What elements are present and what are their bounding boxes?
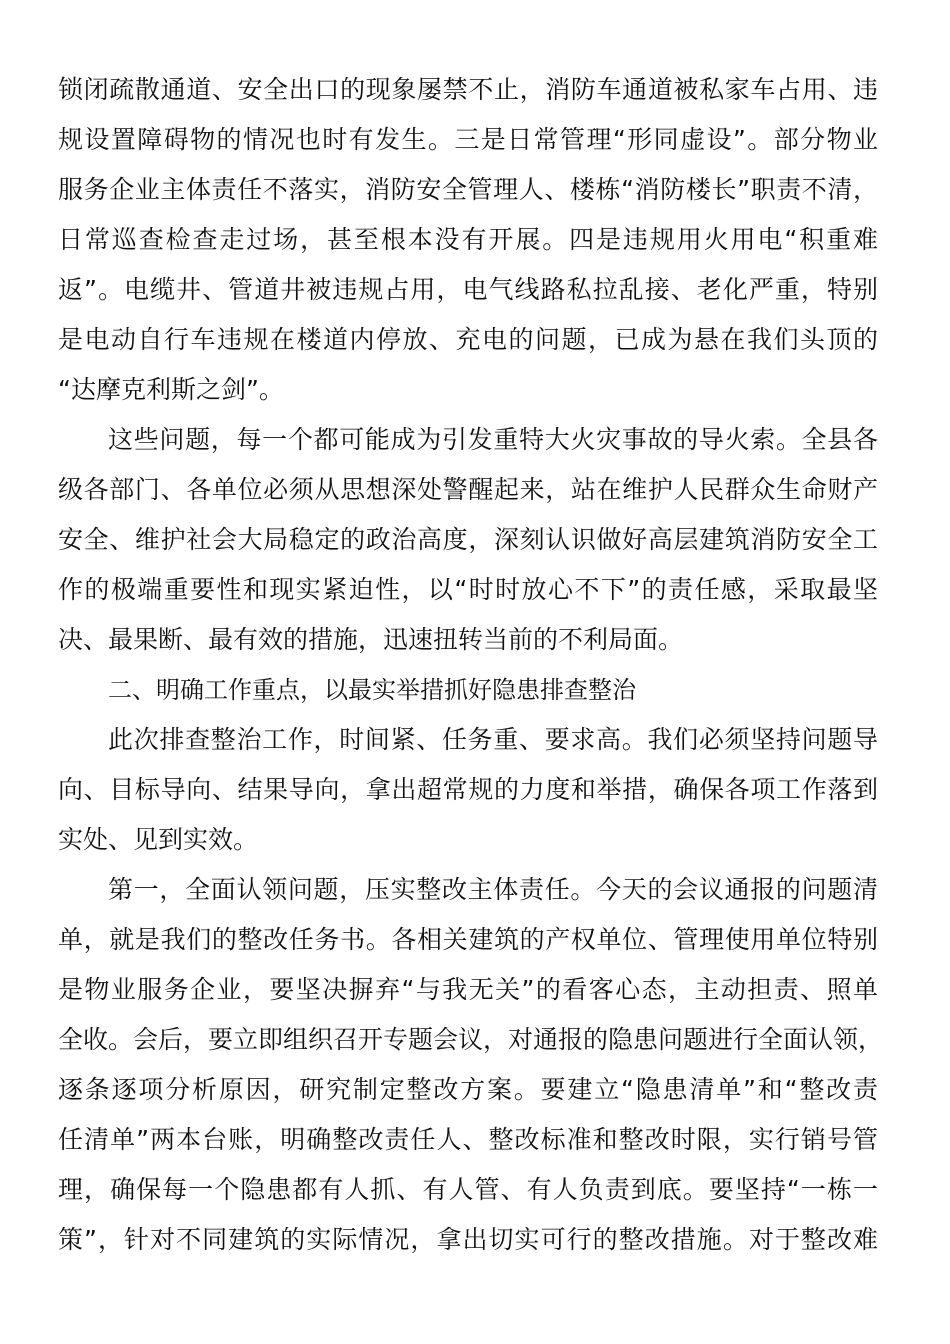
text-line: 作的极端重要性和现实紧迫性，以“时时放心不下”的责任感，采取最坚 bbox=[58, 575, 878, 604]
text-line: 决、最果断、最有效的措施，迅速扭转当前的不利局面。 bbox=[58, 625, 684, 654]
text-line: 任清单”两本台账，明确整改责任人、整改标准和整改时限，实行销号管 bbox=[58, 1125, 878, 1154]
text-line: 日常巡查检查走过场，甚至根本没有开展。四是违规用火用电“积重难 bbox=[58, 225, 878, 254]
text-line: 逐条逐项分析原因，研究制定整改方案。要建立“隐患清单”和“整改责 bbox=[58, 1075, 878, 1104]
section-heading: 二、明确工作重点，以最实举措抓好隐患排查整治 bbox=[108, 676, 636, 704]
text-line: 安全、维护社会大局稳定的政治高度，深刻认识做好高层建筑消防安全工 bbox=[58, 525, 878, 554]
text-line: 服务企业主体责任不落实，消防安全管理人、楼栋“消防楼长”职责不清， bbox=[58, 175, 878, 204]
text-line: 向、目标导向、结果导向，拿出超常规的力度和举措，确保各项工作落到 bbox=[58, 775, 878, 804]
text-line: 级各部门、各单位必须从思想深处警醒起来，站在维护人民群众生命财产 bbox=[58, 475, 878, 504]
text-line: 全收。会后，要立即组织召开专题会议，对通报的隐患问题进行全面认领， bbox=[58, 1025, 884, 1054]
text-line: “达摩克利斯之剑”。 bbox=[58, 375, 284, 404]
text-line: 理，确保每一个隐患都有人抓、有人管、有人负责到底。要坚持“一栋一 bbox=[58, 1175, 878, 1204]
text-line: 锁闭疏散通道、安全出口的现象屡禁不止，消防车通道被私家车占用、违 bbox=[58, 75, 878, 104]
text-line: 是电动自行车违规在楼道内停放、充电的问题，已成为悬在我们头顶的 bbox=[58, 325, 878, 354]
paragraph-first-line: 此次排查整治工作，时间紧、任务重、要求高。我们必须坚持问题导 bbox=[108, 725, 878, 754]
paragraph-first-line: 第一，全面认领问题，压实整改主体责任。今天的会议通报的问题清 bbox=[108, 875, 878, 904]
text-line: 返”。电缆井、管道井被违规占用，电气线路私拉乱接、老化严重，特别 bbox=[58, 275, 878, 304]
text-line: 策”，针对不同建筑的实际情况，拿出切实可行的整改措施。对于整改难 bbox=[58, 1225, 878, 1254]
text-line: 实处、见到实效。 bbox=[58, 825, 259, 854]
text-line: 是物业服务企业，要坚决摒弃“与我无关”的看客心态，主动担责、照单 bbox=[58, 975, 878, 1004]
paragraph-first-line: 这些问题，每一个都可能成为引发重特大火灾事故的导火索。全县各 bbox=[108, 425, 878, 454]
text-line: 规设置障碍物的情况也时有发生。三是日常管理“形同虚设”。部分物业 bbox=[58, 125, 878, 154]
text-line: 单，就是我们的整改任务书。各相关建筑的产权单位、管理使用单位特别 bbox=[58, 925, 878, 954]
